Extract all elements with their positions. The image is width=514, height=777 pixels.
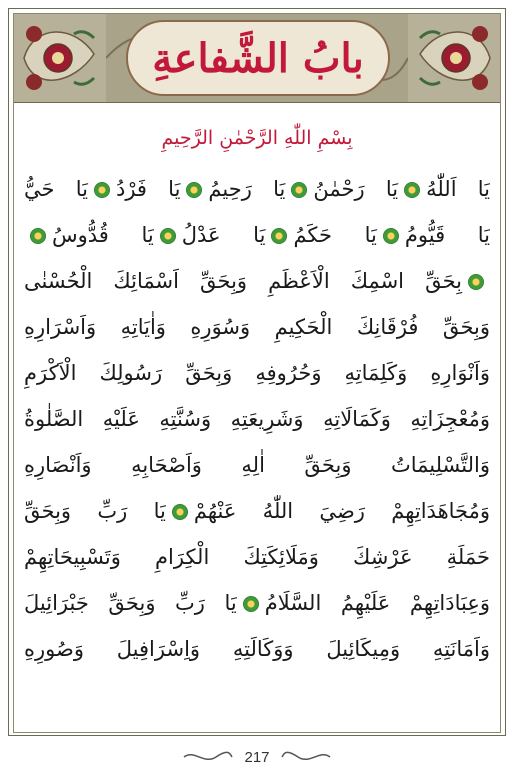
rose-separator-icon bbox=[94, 182, 110, 198]
text-segment: وَاَنْوَارِهِ وَكَلِمَاتِهِ وَحُرُوفِهِ وَبِحَقِّ رَسُولِكَ الْاَكْرَمِ bbox=[24, 361, 490, 385]
text-segment: يَا رَبِّ وَبِحَقِّ جَبْرَائِيلَ bbox=[24, 591, 237, 615]
prayer-text bbox=[24, 166, 490, 672]
text-segment: بِحَقِّ اسْمِكَ الْاَعْظَمِ وَبِحَقِّ اَسْمَائِكَ الْحُسْنٰى bbox=[24, 269, 462, 293]
rose-separator-icon bbox=[404, 182, 420, 198]
rose-separator-icon bbox=[243, 596, 259, 612]
text-segment: يَا رَبِّ وَبِحَقِّ bbox=[24, 499, 166, 523]
text-segment: وَمُجَاهَدَاتِهِمْ رَضِيَ اللّٰهُ عَنْهُمْ bbox=[193, 499, 490, 523]
page-number: 217 bbox=[244, 748, 270, 766]
rose-separator-icon bbox=[468, 274, 484, 290]
text-line bbox=[24, 304, 490, 350]
rose-separator-icon bbox=[172, 504, 188, 520]
text-segment: يَا عَدْلُ bbox=[181, 223, 266, 247]
text-line bbox=[24, 166, 490, 212]
text-line bbox=[24, 580, 490, 626]
rose-separator-icon bbox=[383, 228, 399, 244]
chapter-title: بابُ الشَّفاعةِ bbox=[152, 34, 364, 82]
floral-ornament-right-icon bbox=[408, 14, 500, 102]
text-segment: وَالتَّسْلِيمَاتُ وَبِحَقِّ اٰلِهِ وَاَصْحَابِهِ وَاَنْصَارِهِ bbox=[24, 453, 490, 477]
text-line bbox=[24, 350, 490, 396]
text-segment: وَمُعْجِزَاتِهِ وَكَمَالَاتِهِ وَشَرِيعَتِهِ وَسُنَّتِهِ عَلَيْهِ الصَّلٰوةُ bbox=[24, 407, 490, 431]
chapter-header bbox=[14, 14, 500, 103]
text-line bbox=[24, 626, 490, 672]
text-segment: يَا حَكَمُ bbox=[293, 223, 377, 247]
swash-left-icon bbox=[182, 749, 234, 765]
swash-right-icon bbox=[280, 749, 332, 765]
text-segment: وَاَمَانَتِهِ وَمِيكَائِيلَ وَوَكَالَتِهِ وَاِسْرَافِيلَ وَصُورِهِ bbox=[24, 637, 490, 661]
rose-separator-icon bbox=[271, 228, 287, 244]
text-segment: يَا رَحْمٰنُ bbox=[313, 177, 399, 201]
text-line bbox=[24, 488, 490, 534]
basmala-text: بِسْمِ اللّٰهِ الرَّحْمٰنِ الرَّحِيمِ bbox=[161, 127, 353, 149]
page-footer bbox=[0, 744, 514, 770]
text-segment: يَا فَرْدُ bbox=[115, 177, 181, 201]
text-line bbox=[24, 442, 490, 488]
rose-separator-icon bbox=[160, 228, 176, 244]
floral-ornament-left-icon bbox=[14, 14, 106, 102]
text-segment: يَا حَيُّ bbox=[24, 177, 88, 201]
text-line bbox=[24, 212, 490, 258]
rose-separator-icon bbox=[30, 228, 46, 244]
rose-separator-icon bbox=[291, 182, 307, 198]
text-segment: يَا قَيُّومُ bbox=[404, 223, 490, 247]
basmala bbox=[30, 118, 484, 158]
text-segment: يَا قُدُّوسُ bbox=[52, 223, 154, 247]
text-line bbox=[24, 534, 490, 580]
text-line bbox=[24, 396, 490, 442]
text-segment: وَبِحَقِّ فُرْقَانِكَ الْحَكِيمِ وَسُوَرِهِ وَاٰيَاتِهِ وَاَسْرَارِهِ bbox=[24, 315, 490, 339]
text-segment: وَعِبَادَاتِهِمْ عَلَيْهِمُ السَّلَامُ bbox=[264, 591, 490, 615]
text-segment: يَا اَللّٰهُ bbox=[426, 177, 490, 201]
text-line bbox=[24, 258, 490, 304]
rose-separator-icon bbox=[186, 182, 202, 198]
text-segment: حَمَلَةِ عَرْشِكَ وَمَلَائِكَتِكَ الْكِرَامِ وَتَسْبِيحَاتِهِمْ bbox=[24, 545, 490, 569]
text-segment: يَا رَحِيمُ bbox=[208, 177, 286, 201]
